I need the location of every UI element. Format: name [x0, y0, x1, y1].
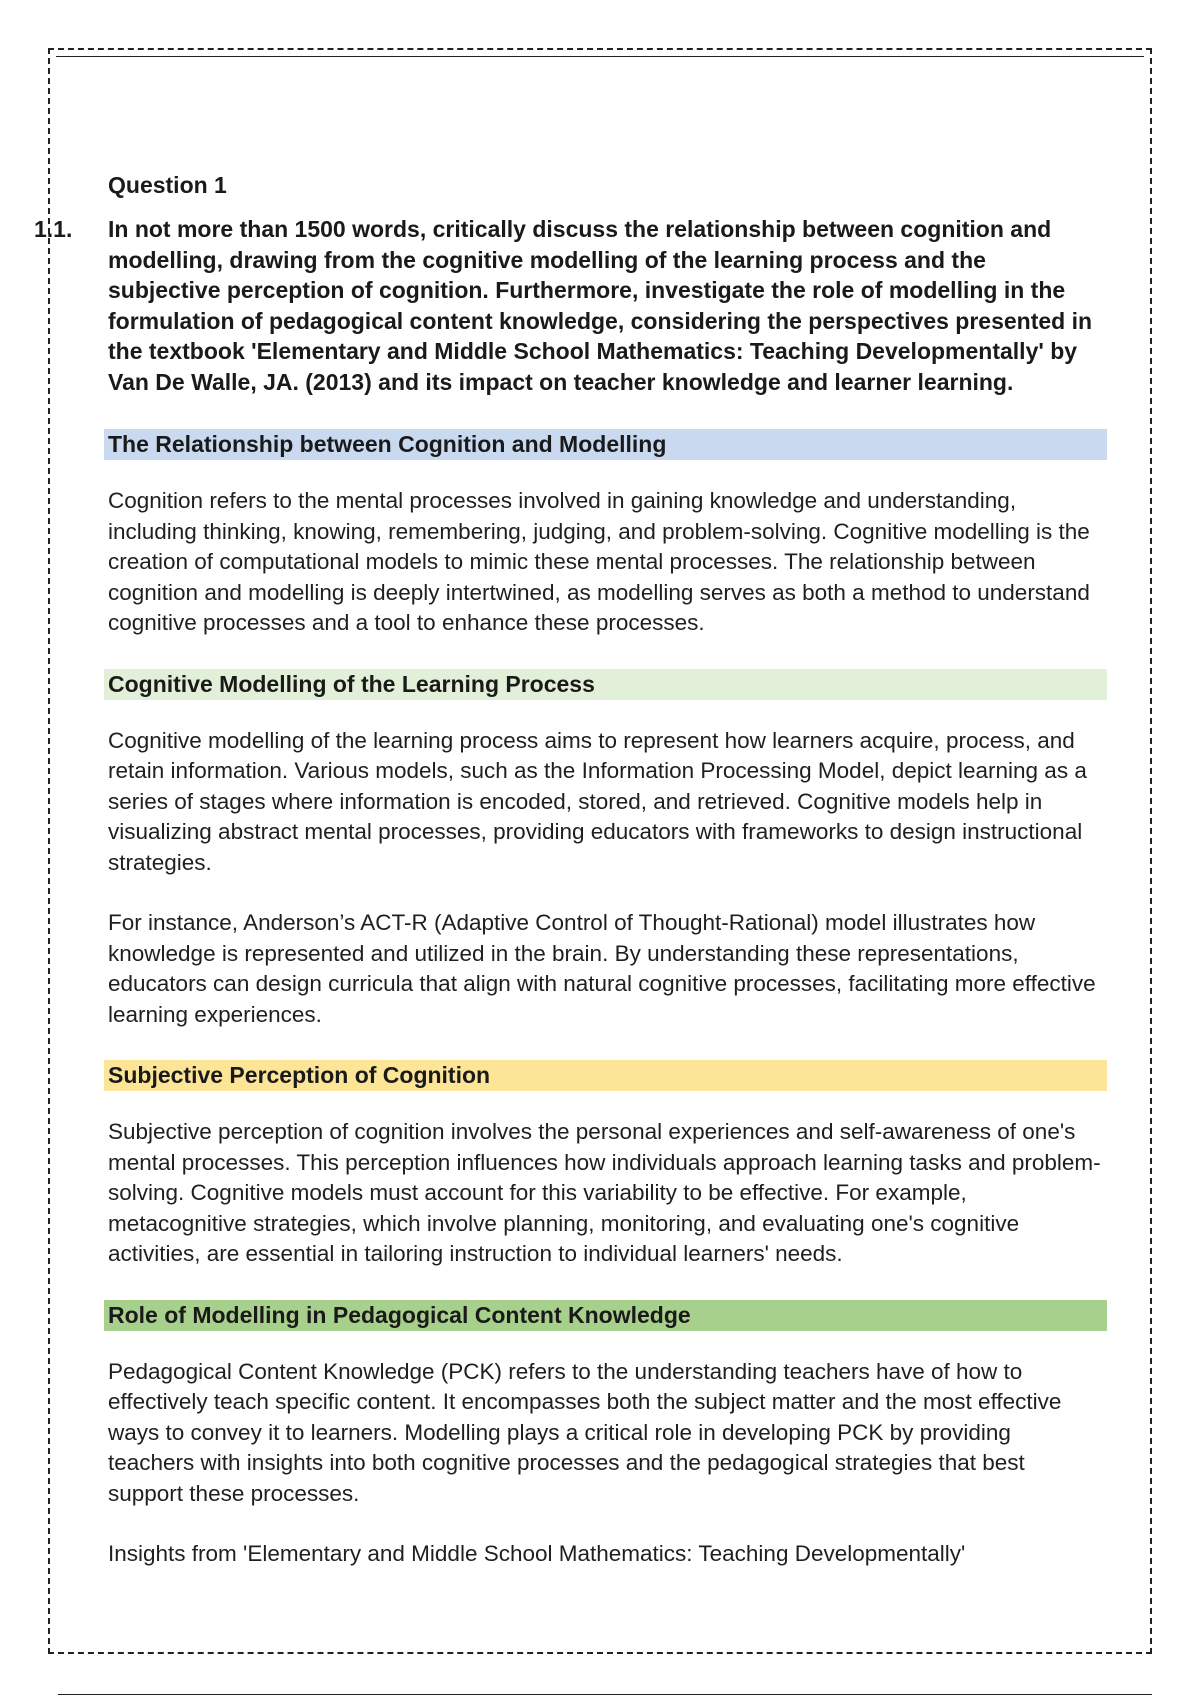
page-bottom-rule [58, 1694, 1152, 1695]
question-row [34, 214, 1103, 397]
section-paragraph: For instance, Anderson’s ACT-R (Adaptive Control of Thought-Rational) model illustrates how knowledge is represented and utilized in the brain. By understanding these representations, educators can design curricula that align with natural cognitive processes, facilitating more effective learning experiences. [108, 910, 1096, 1027]
section-heading-role-of-modelling: Role of Modelling in Pedagogical Content Knowledge [104, 1300, 1107, 1331]
section-paragraph: Cognition refers to the mental processes involved in gaining knowledge and understanding, including thinking, knowing, remembering, judging, and problem-solving. Cognitive modelling is the creation of computational models to mimic these mental processes. The relationship between cognition and modelling is deeply intertwined, as modelling serves as both a method to understand cognitive processes and a tool to enhance these processes. [108, 488, 1090, 635]
section-paragraph: Cognitive modelling of the learning process aims to represent how learners acquire, process, and retain information. Various models, such as the Information Processing Model, depict learning as a series of stages where information is encoded, stored, and retrieved. Cognitive models help in visualizing abstract mental processes, providing educators with frameworks to design instructional strategies. [108, 727, 1087, 875]
page-border-inner-rule [56, 56, 1144, 57]
section-paragraph: Pedagogical Content Knowledge (PCK) refers to the understanding teachers have of how to effectively teach specific content. It encompasses both the subject matter and the most effective ways to convey it to learners. Modelling plays a critical role in developing PCK by providing teachers with insights into both cognitive processes and the pedagogical strategies that best support these processes. [108, 1358, 1062, 1506]
question-text: In not more than 1500 words, critically discuss the relationship between cognition and modelling, drawing from the cognitive modelling of the learning process and the subjective perception of cognition. Furthermore, investigate the role of modelling in the formulation of pedagogical content knowledge, considering the perspectives presented in the textbook 'Elementary and Middle School Mathematics: Teaching Developmentally' by Van De Walle, JA. (2013) and its impact on teacher knowledge and learner learning. [108, 216, 1093, 395]
section-paragraph: Insights from 'Elementary and Middle School Mathematics: Teaching Developmentally' [108, 1541, 966, 1566]
section-heading-cognition-modelling: The Relationship between Cognition and Modelling [104, 429, 1107, 460]
document-body [34, 170, 1103, 1570]
section-heading-subjective-perception: Subjective Perception of Cognition [104, 1060, 1107, 1091]
question-title: Question 1 [108, 172, 227, 198]
section-paragraph: Subjective perception of cognition involves the personal experiences and self-awareness of one's mental processes. This perception influences how individuals approach learning tasks and problem-solving. Cognitive models must account for this variability to be effective. For example, metacognitive strategies, which involve planning, monitoring, and evaluating one's cognitive activities, are essential in tailoring instruction to individual learners' needs. [108, 1119, 1101, 1266]
question-number: 1.1. [34, 216, 73, 242]
section-heading-cognitive-modelling-learning: Cognitive Modelling of the Learning Process [104, 669, 1107, 700]
